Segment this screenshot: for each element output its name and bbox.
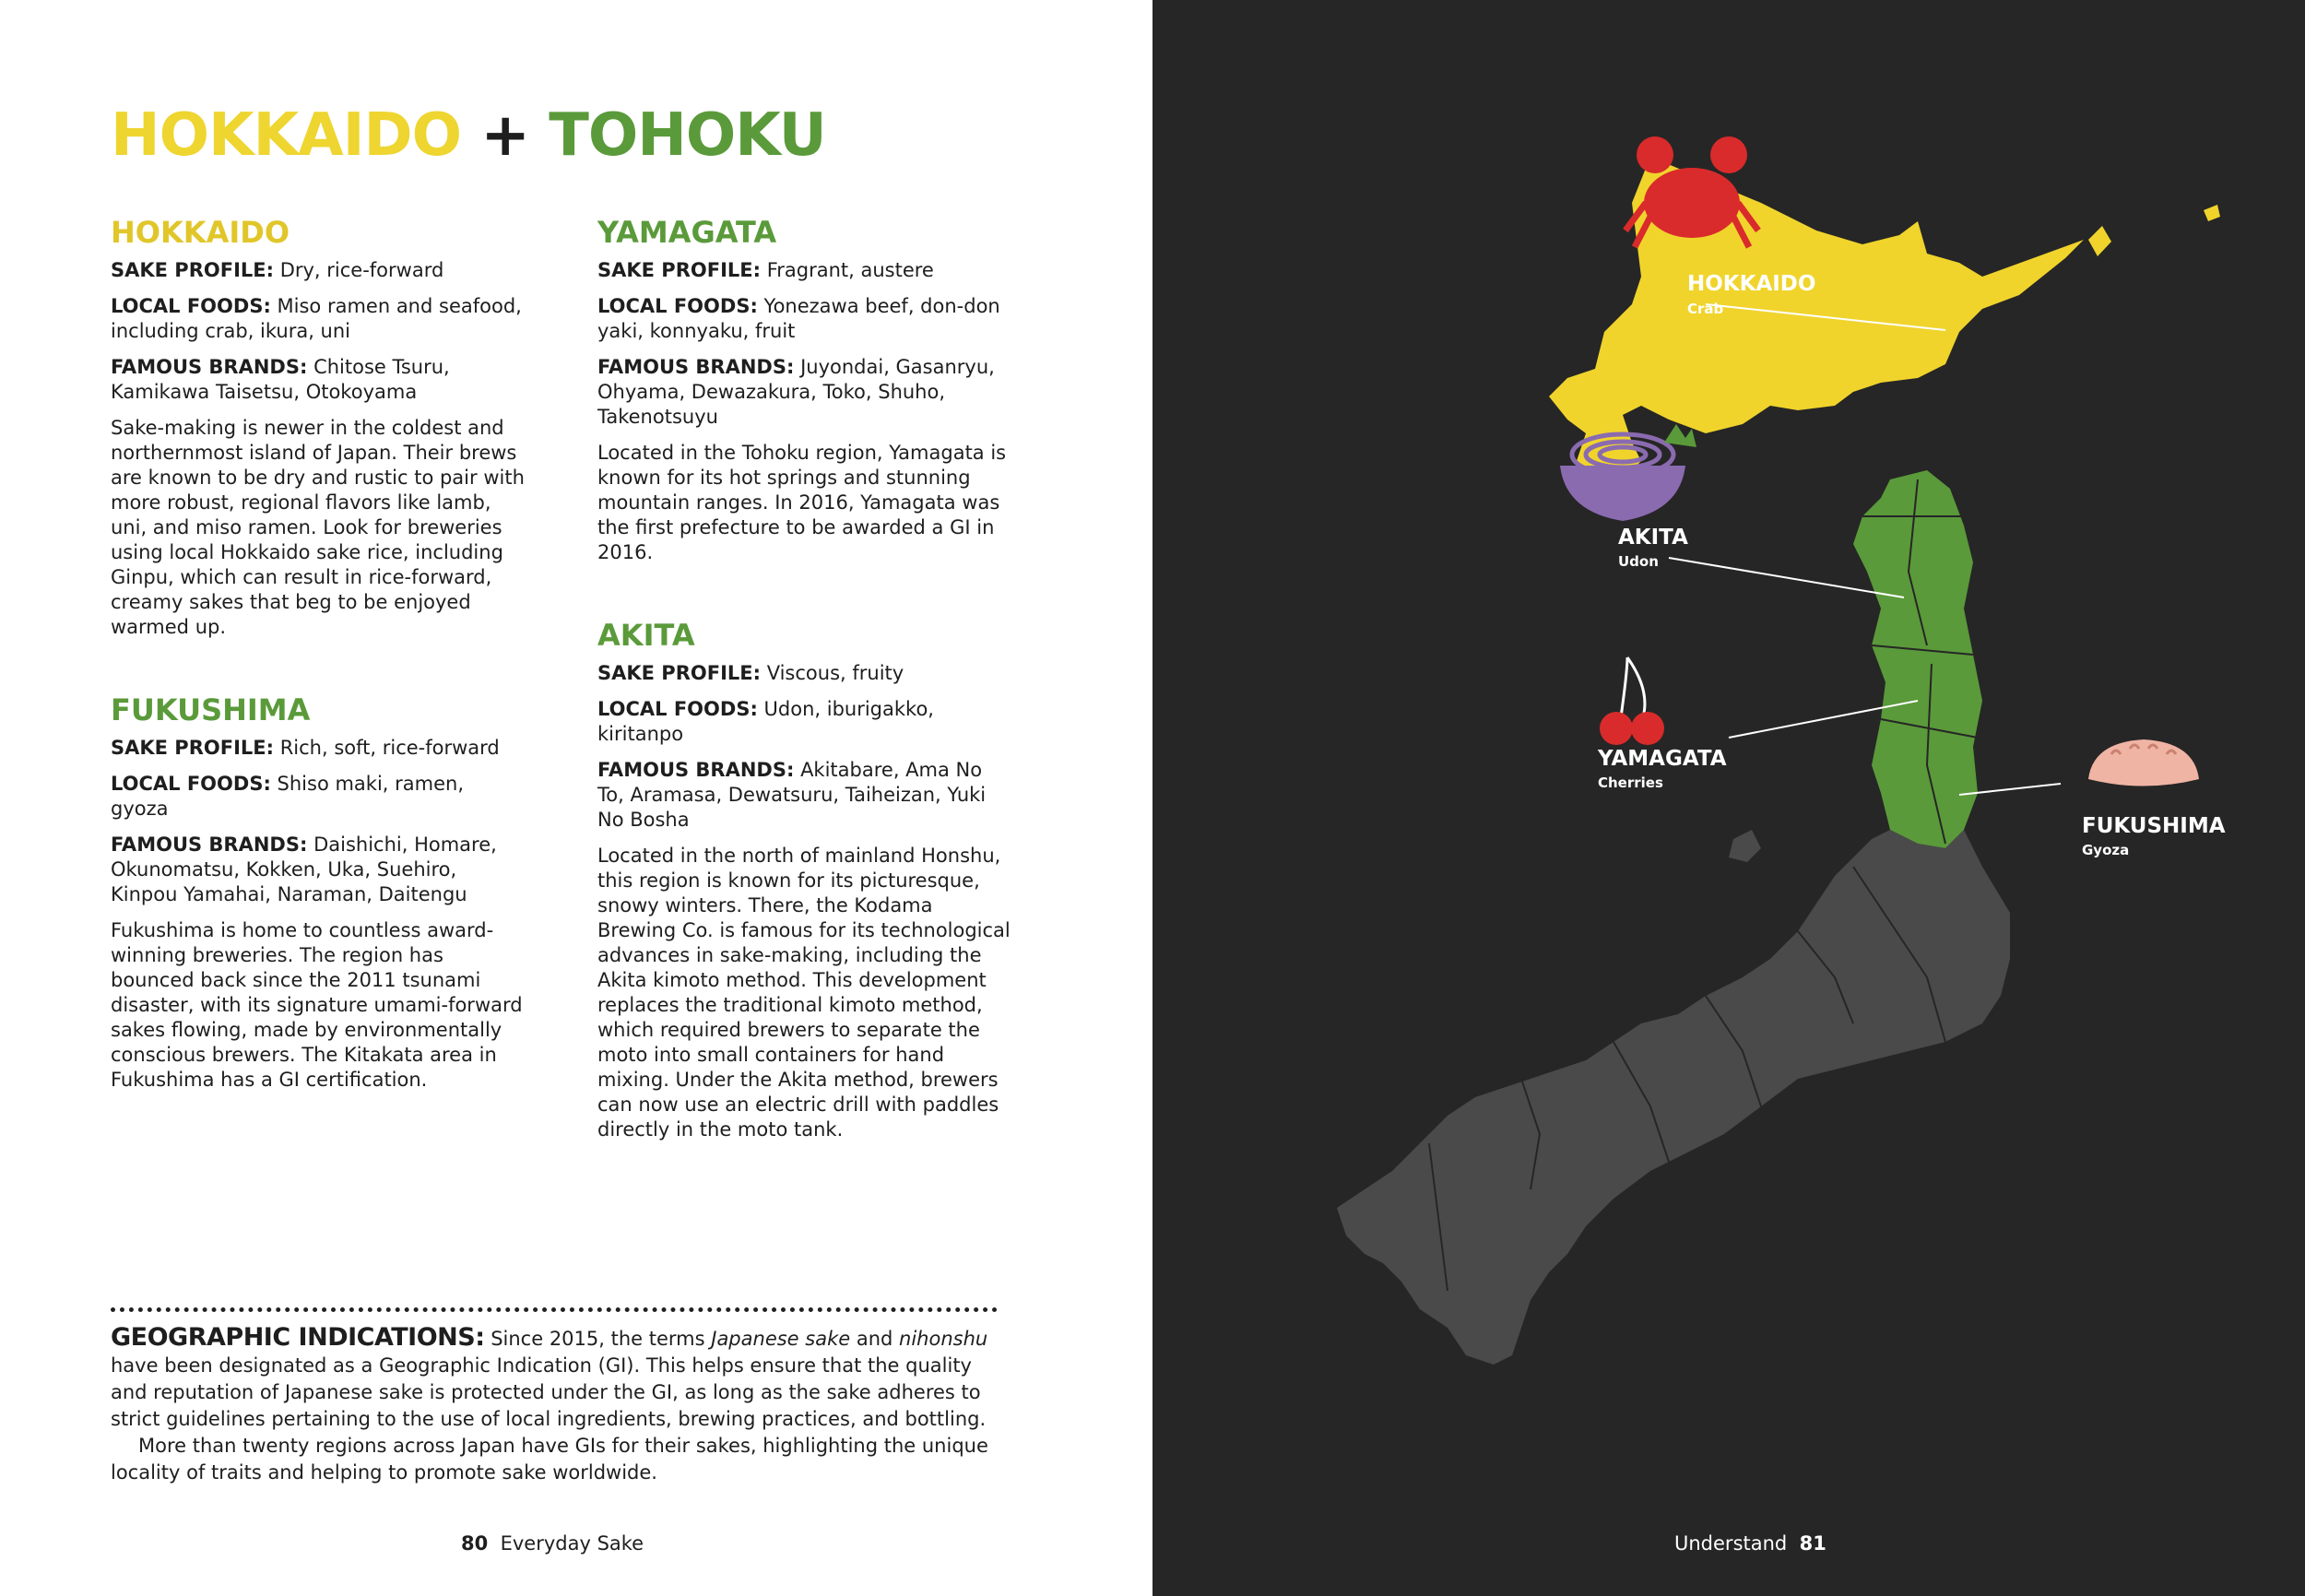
- gyoza-icon: [2088, 739, 2199, 786]
- map-label-fukushima: FUKUSHIMA: [2082, 814, 2226, 838]
- fukushima-description: Fukushima is home to countless award-winning breweries. The region has bounced back since the 2011 tsunami disaster, with its signature umami-forward sakes flowing, made by environmentally conscious brewers. The Kitakata area in Fukushima has a GI certification.: [111, 919, 523, 1091]
- akita-sake-profile: SAKE PROFILE: Viscous, fruity: [597, 662, 904, 684]
- region-heading-hokkaido: HOKKAIDO: [111, 215, 290, 250]
- akita-famous-brands: FAMOUS BRANDS: Akitabare, Ama No To, Aramasa, Dewatsuru, Taiheizan, Yuki No Bosha: [597, 759, 987, 831]
- map-region-rest-of-japan: [1337, 830, 2010, 1365]
- fukushima-local-foods: LOCAL FOODS: Shiso maki, ramen, gyoza: [111, 773, 465, 820]
- page-number-left: 80: [461, 1532, 489, 1555]
- fukushima-famous-brands: FAMOUS BRANDS: Daishichi, Homare, Okunomatsu, Kokken, Uka, Suehiro, Kinpou Yamahai, Naraman, Daitengu: [111, 833, 497, 905]
- map-label-akita: AKITA: [1618, 526, 1688, 550]
- yamagata-sake-profile: SAKE PROFILE: Fragrant, austere: [597, 259, 934, 281]
- left-column: [111, 214, 526, 1104]
- map-label-yamagata-food: Cherries: [1598, 774, 1663, 791]
- map-island-kuril-2: [2204, 205, 2220, 221]
- crab-claw-right: [1710, 136, 1747, 173]
- title-plus: +: [480, 101, 529, 170]
- map-label-hokkaido-food: Crab: [1687, 301, 1724, 317]
- title-tohoku: TOHOKU: [549, 101, 826, 170]
- cherry-left: [1600, 712, 1633, 745]
- crab-claw-left: [1637, 136, 1673, 173]
- title-hokkaido: HOKKAIDO: [111, 101, 462, 170]
- map-label-hokkaido: HOKKAIDO: [1687, 272, 1816, 296]
- yamagata-description: Located in the Tohoku region, Yamagata is known for its hot springs and stunning mountain ranges. In 2016, Yamagata was the first prefecture to be awarded a GI in 2016.: [597, 442, 1007, 563]
- gi-heading: GEOGRAPHIC INDICATIONS:: [111, 1323, 485, 1352]
- crab-body: [1644, 168, 1740, 238]
- page-number-right: 81: [1799, 1532, 1826, 1555]
- hokkaido-description: Sake-making is newer in the coldest and northernmost island of Japan. Their brews are known to be dry and rustic to pair with more robust, regional flavors like lamb, uni, and miso ramen. Look for breweries using local Hokkaido sake rice, including Ginpu, which can result in rice-forward, creamy sakes that beg to be enjoyed warmed up.: [111, 417, 525, 638]
- gi-paragraph-1: GEOGRAPHIC INDICATIONS: Since 2015, the terms Japanese sake and nihonshu have been designated as a Geographic Indication (GI). This helps ensure that the quality and reputation of Japanese sake is protected under the GI, as long as the sake adheres to strict guidelines pertaining to the use of local ingredients, brewing practices, and bottling.: [111, 1323, 988, 1430]
- region-heading-akita: AKITA: [597, 618, 695, 653]
- cherries-icon: [1600, 657, 1664, 745]
- region-fukushima: [111, 692, 526, 1093]
- map-label-akita-food: Udon: [1618, 553, 1659, 570]
- hokkaido-local-foods: LOCAL FOODS: Miso ramen and seafood, including crab, ikura, uni: [111, 295, 522, 342]
- folio-left: [461, 1532, 644, 1555]
- region-heading-yamagata: YAMAGATA: [597, 215, 777, 250]
- right-column: [597, 214, 1012, 1153]
- map-island-kuril: [2088, 226, 2111, 256]
- section-title: Understand: [1674, 1532, 1788, 1555]
- cherry-right: [1631, 712, 1664, 745]
- akita-description: Located in the north of mainland Honshu, this region is known for its picturesque, snowy winters. There, the Kodama Brewing Co. is famous for its technological advances in sake-making, including the Akita kimoto method. This development replaces the traditional kimoto method, which required brewers to separate the moto into small containers for hand mixing. Under the Akita method, brewers can now use an electric drill with paddles directly in the moto tank.: [597, 845, 1011, 1141]
- akita-local-foods: LOCAL FOODS: Udon, iburigakko, kiritanpo: [597, 698, 934, 745]
- hokkaido-sake-profile: SAKE PROFILE: Dry, rice-forward: [111, 259, 444, 281]
- yamagata-famous-brands: FAMOUS BRANDS: Juyondai, Gasanryu, Ohyama, Dewazakura, Toko, Shuho, Takenotsuyu: [597, 356, 995, 428]
- map-region-tohoku: [1853, 470, 1982, 848]
- map-island-sado: [1729, 830, 1761, 862]
- region-akita: [597, 617, 1012, 1142]
- fukushima-sake-profile: SAKE PROFILE: Rich, soft, rice-forward: [111, 737, 500, 759]
- dotted-divider: [111, 1307, 998, 1312]
- map-label-yamagata: YAMAGATA: [1598, 747, 1727, 771]
- japan-map: [1152, 0, 2305, 1596]
- cherries-stems: [1621, 657, 1645, 717]
- region-hokkaido: [111, 214, 526, 640]
- region-yamagata: [597, 214, 1012, 565]
- book-title: Everyday Sake: [500, 1532, 644, 1555]
- gyoza-dumpling: [2088, 739, 2199, 786]
- gi-paragraph-2: More than twenty regions across Japan have GIs for their sakes, highlighting the unique locality of traits and helping to promote sake worldwide.: [111, 1435, 988, 1484]
- region-heading-fukushima: FUKUSHIMA: [111, 692, 311, 727]
- yamagata-local-foods: LOCAL FOODS: Yonezawa beef, don-don yaki, konnyaku, fruit: [597, 295, 1000, 342]
- geographic-indications-box: [111, 1324, 998, 1486]
- hokkaido-famous-brands: FAMOUS BRANDS: Chitose Tsuru, Kamikawa Taisetsu, Otokoyama: [111, 356, 450, 403]
- page-title: [111, 101, 826, 170]
- map-label-fukushima-food: Gyoza: [2082, 842, 2130, 858]
